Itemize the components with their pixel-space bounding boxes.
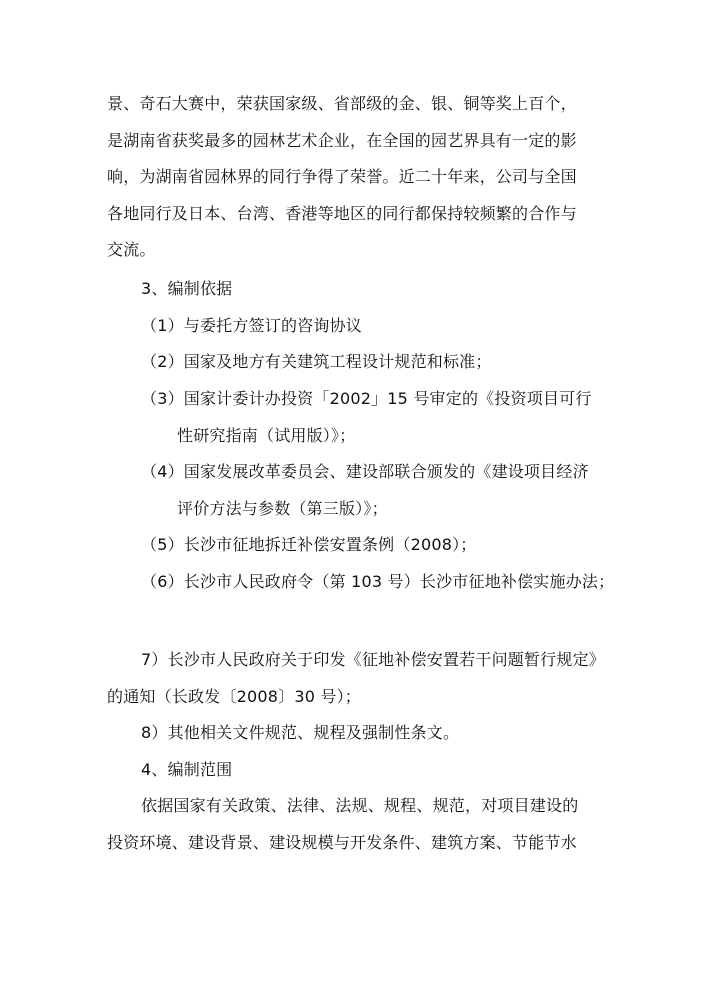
paragraph-line: 依据国家有关政策、法律、法规、规程、规范，对项目建设的 xyxy=(141,796,579,815)
paragraph-line: 是湖南省获奖最多的园林艺术企业，在全国的园艺界具有一定的影 xyxy=(107,131,577,150)
list-item: 8）其他相关文件规范、规程及强制性条文。 xyxy=(141,723,460,742)
paragraph-line: 景、奇石大赛中，荣获国家级、省部级的金、银、铜等奖上百个， xyxy=(107,94,577,113)
list-item: （1）与委托方签订的咨询协议 xyxy=(141,316,362,335)
list-item: 7）长沙市人民政府关于印发《征地补偿安置若干问题暂行规定》 xyxy=(141,650,605,669)
section-heading-3: 3、编制依据 xyxy=(141,279,233,298)
paragraph-line: 响，为湖南省园林界的同行争得了荣誉。近二十年来，公司与全国 xyxy=(107,167,577,186)
paragraph-line: 投资环境、建设背景、建设规模与开发条件、建筑方案、节能节水 xyxy=(107,833,577,852)
list-item: （3）国家计委计办投资「2002」15 号审定的《投资项目可行 xyxy=(141,389,592,408)
list-item-continuation: 性研究指南（试用版）》； xyxy=(177,426,356,445)
list-item: （5）长沙市征地拆迁补偿安置条例（2008）； xyxy=(141,535,477,554)
section-heading-4: 4、编制范围 xyxy=(141,760,233,779)
list-item: （6）长沙市人民政府令（第 103 号）长沙市征地补偿实施办法； xyxy=(141,572,615,591)
paragraph-line: 各地同行及日本、台湾、香港等地区的同行都保持较频繁的合作与 xyxy=(107,204,577,223)
list-item-continuation: 评价方法与参数（第三版）》； xyxy=(177,499,388,518)
list-item: （4）国家发展改革委员会、建设部联合颁发的《建设项目经济 xyxy=(141,462,589,481)
list-item-continuation: 的通知（长政发〔2008〕30 号）； xyxy=(107,687,361,706)
list-item: （2）国家及地方有关建筑工程设计规范和标准； xyxy=(141,352,492,371)
paragraph-line: 交流。 xyxy=(107,240,156,259)
